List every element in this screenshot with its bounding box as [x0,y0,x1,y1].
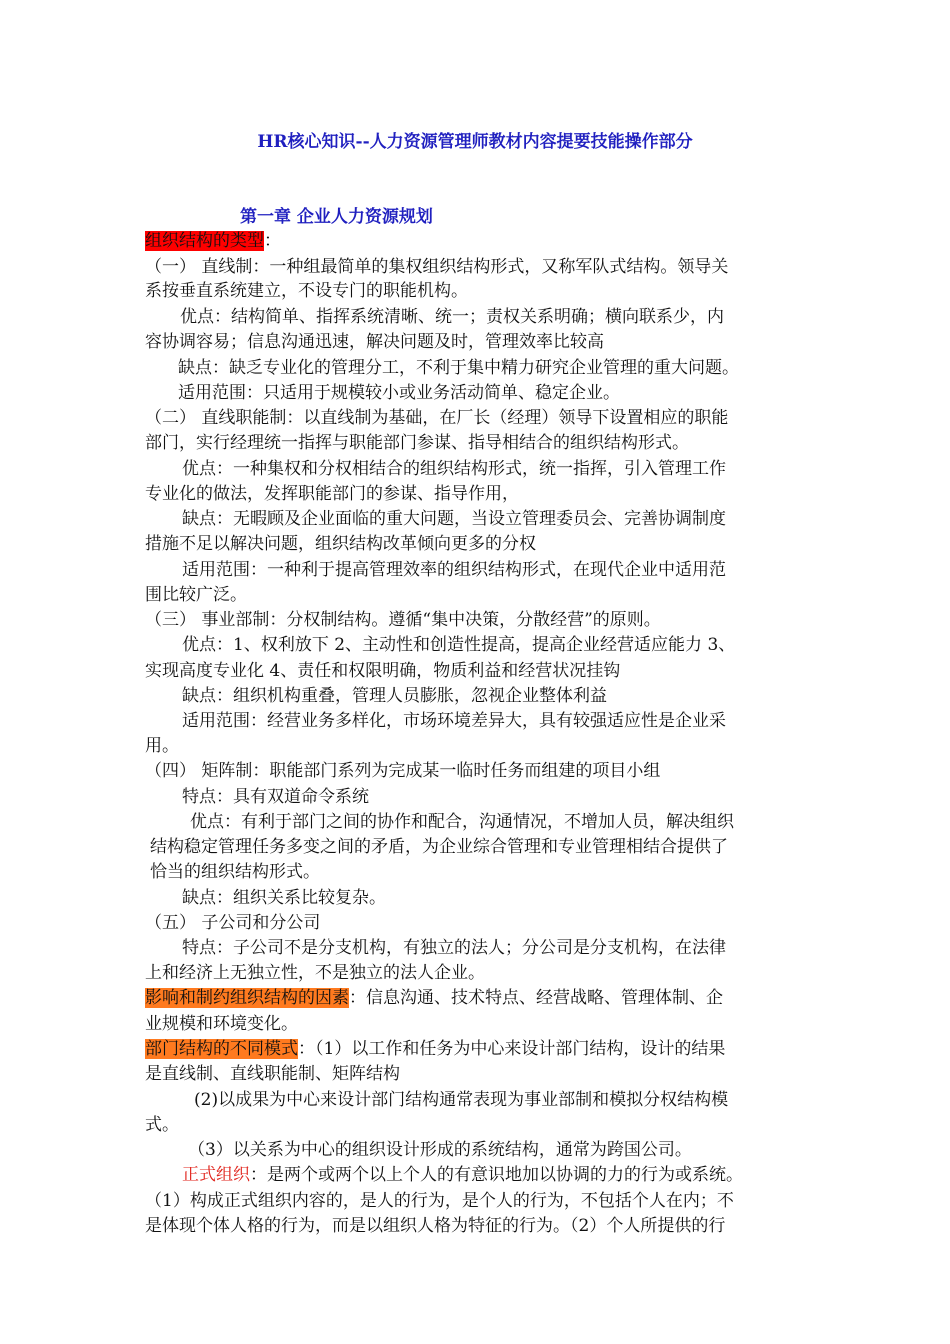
paragraph-line: 系按垂直系统建立，不设专门的职能机构。 [145,281,468,301]
paragraph-line: 式。 [145,1115,179,1135]
paragraph-line: 专业化的做法，发挥职能部门的参谋、指导作用， [145,484,519,504]
paragraph-line: 适用范围：只适用于规模较小或业务活动简单、稳定企业。 [178,383,620,403]
paragraph-line: （五） 子公司和分公司 [145,913,321,933]
factors-heading: 影响和制约组织结构的因素 [145,988,349,1008]
paragraph-line: 正式组织：是两个或两个以上个人的有意识地加以协调的力的行为或系统。 [182,1165,743,1185]
paragraph-line: 缺点：缺乏专业化的管理分工，不利于集中精力研究企业管理的重大问题。 [178,358,739,378]
paragraph-line: 缺点：组织关系比较复杂。 [182,888,386,908]
paragraph-line: 围比较广泛。 [145,585,247,605]
paragraph-line: （1）构成正式组织内容的，是人的行为，是个人的行为，不包括个人在内；不 [145,1191,734,1211]
paragraph-line: 措施不足以解决问题，组织结构改革倾向更多的分权 [145,534,536,554]
document-title: HR核心知识--人力资源管理师教材内容提要技能操作部分 [257,132,693,152]
paragraph-line: 组织结构的类型： [145,231,281,251]
paragraph-line: 结构稳定管理任务多变之间的矛盾，为企业综合管理和专业管理相结合提供了 [150,837,728,857]
paragraph-line: 容协调容易；信息沟通迅速，解决问题及时，管理效率比较高 [145,332,604,352]
paragraph-line: 是体现个体人格的行为，而是以组织人格为特征的行为。（2）个人所提供的行 [145,1216,726,1236]
paragraph-line: 缺点：无暇顾及企业面临的重大问题，当设立管理委员会、完善协调制度 [182,509,726,529]
paragraph-line: 实现高度专业化 4、责任和权限明确，物质利益和经营状况挂钩 [145,661,621,681]
paragraph-line: 影响和制约组织结构的因素：信息沟通、技术特点、经营战略、管理体制、企 [145,988,723,1008]
paragraph-line: 优点：结构简单、指挥系统清晰、统一；责权关系明确；横向联系少，内 [180,307,724,327]
paragraph-line: 部门结构的不同模式：（1）以工作和任务为中心来设计部门结构，设计的结果 [145,1039,726,1059]
paragraph-line: 缺点：组织机构重叠，管理人员膨胀，忽视企业整体利益 [182,686,607,706]
paragraph-line: (2)以成果为中心来设计部门结构通常表现为事业部制和模拟分权结构模 [194,1090,729,1110]
paragraph-line: 用。 [145,736,179,756]
paragraph-line: （一） 直线制：一种组最简单的集权组织结构形式，又称军队式结构。领导关 [145,257,729,277]
paragraph-line: 业规模和环境变化。 [145,1014,298,1034]
paragraph-line: （二） 直线职能制：以直线制为基础，在厂长（经理）领导下设置相应的职能 [145,408,729,428]
paragraph-line: 恰当的组织结构形式。 [150,862,320,882]
paragraph-line: 适用范围：一种利于提高管理效率的组织结构形式，在现代企业中适用范 [182,560,726,580]
paragraph-line: 优点：1、权利放下 2、主动性和创造性提高，提高企业经营适应能力 3、 [182,635,736,655]
paragraph-line: （三） 事业部制：分权制结构。遵循“集中决策，分散经营”的原则。 [145,610,661,630]
paragraph-line: （3）以关系为中心的组织设计形成的系统结构，通常为跨国公司。 [188,1140,692,1160]
formal-org-heading: 正式组织 [182,1165,250,1185]
paragraph-line: 上和经济上无独立性，不是独立的法人企业。 [145,963,485,983]
paragraph-line: 优点：有利于部门之间的协作和配合，沟通情况，不增加人员，解决组织 [190,812,734,832]
chapter-heading: 第一章 企业人力资源规划 [240,207,433,227]
dept-modes-heading: 部门结构的不同模式 [145,1039,298,1059]
paragraph-line: 部门，实行经理统一指挥与职能部门参谋、指导相结合的组织结构形式。 [145,433,689,453]
paragraph-line: （四） 矩阵制：职能部门系列为完成某一临时任务而组建的项目小组 [145,761,661,781]
paragraph-line: 特点：具有双道命令系统 [182,787,369,807]
paragraph-line: 是直线制、直线职能制、矩阵结构 [145,1064,400,1084]
paragraph-line: 优点：一种集权和分权相结合的组织结构形式，统一指挥，引入管理工作 [182,459,726,479]
org-types-heading: 组织结构的类型 [145,231,264,251]
paragraph-line: 适用范围：经营业务多样化，市场环境差异大，具有较强适应性是企业采 [182,711,726,731]
paragraph-line: 特点：子公司不是分支机构，有独立的法人；分公司是分支机构，在法律 [182,938,726,958]
